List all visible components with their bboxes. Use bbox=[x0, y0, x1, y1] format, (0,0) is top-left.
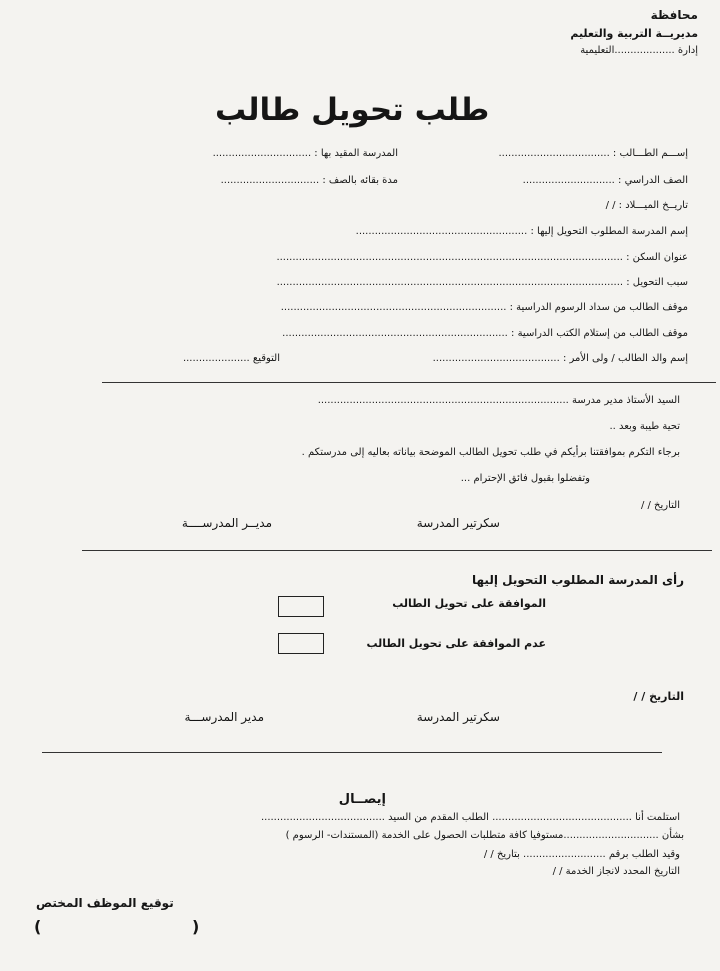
opinion-secretary: سكرتير المدرسة bbox=[416, 710, 500, 724]
opinion-date: التاريخ / / bbox=[633, 690, 684, 703]
letter-date: التاريخ / / bbox=[640, 500, 680, 511]
reject-option-label: عدم الموافقة على تحويل الطالب bbox=[366, 637, 546, 650]
signature-paren-open: ( bbox=[192, 917, 200, 936]
receipt-received-line: استلمت أنا ............................................ الطلب المقدم من السيد ....................................... bbox=[260, 812, 680, 823]
fees-status-field: موقف الطالب من سداد الرسوم الدراسية : ....................................................................... bbox=[280, 302, 688, 313]
receipt-registered-line: وقيد الطلب برقم .......................... بتاريخ / / bbox=[483, 849, 680, 860]
section-divider-2 bbox=[82, 550, 712, 551]
signature-field: التوقيع ..................... bbox=[182, 353, 280, 364]
birth-date-field: تاريــخ الميـــلاد : / / bbox=[605, 200, 688, 211]
approve-checkbox[interactable] bbox=[278, 596, 324, 617]
target-opinion-heading: رأى المدرسة المطلوب التحويل إليها bbox=[472, 573, 684, 587]
governorate-label: محافظة bbox=[650, 8, 698, 22]
letter-secretary: سكرتير المدرسة bbox=[416, 516, 500, 530]
transfer-reason-field: سبب التحويل : ............................................................................................................. bbox=[276, 277, 688, 288]
letter-principal: مديــر المدرســــة bbox=[181, 516, 272, 530]
section-divider-1 bbox=[102, 382, 716, 383]
current-school-field: المدرسة المقيد بها : ............................... bbox=[212, 148, 398, 159]
signature-paren-close: ) bbox=[34, 917, 42, 936]
grade-field: الصف الدراسي : ............................. bbox=[522, 175, 688, 186]
page-title: طلب تحويل طالب bbox=[215, 92, 490, 128]
letter-body: برجاء التكرم بموافقتنا برأيكم في طلب تحويل الطالب الموضحة بياناته بعاليه إلى مدرستكم . bbox=[301, 447, 680, 458]
stay-duration-field: مدة بقائه بالصف : ............................... bbox=[220, 175, 398, 186]
opinion-principal: مدير المدرســـة bbox=[184, 710, 264, 724]
letter-greeting: تحية طيبة وبعد .. bbox=[609, 421, 680, 432]
administration-label: إدارة ...................التعليمية bbox=[580, 45, 698, 56]
address-field: عنوان السكن : ............................................................................................................. bbox=[276, 252, 688, 263]
receipt-completion-date: التاريخ المحدد لانجاز الخدمة / / bbox=[552, 866, 680, 877]
target-school-field: إسم المدرسة المطلوب التحويل إليها : ...................................................... bbox=[355, 226, 688, 237]
books-status-field: موقف الطالب من إستلام الكتب الدراسية : ....................................................................... bbox=[282, 328, 688, 339]
receipt-regarding-line: بشأن ..............................مستوفيا كافة متطلبات الحصول على الخدمة (المستندات- الرسوم ) bbox=[285, 830, 684, 841]
reject-checkbox[interactable] bbox=[278, 633, 324, 654]
receipt-heading: إيصــال bbox=[338, 792, 386, 807]
letter-salutation: السيد الأستاذ مدير مدرسة ............................................................................... bbox=[317, 395, 680, 406]
section-divider-3 bbox=[42, 752, 662, 753]
guardian-name-field: إسم والد الطالب / ولى الأمر : ........................................ bbox=[432, 353, 688, 364]
letter-closing: وتفضلوا بقبول فائق الإحترام ... bbox=[460, 473, 590, 484]
student-name-field: إســـم الطـــالب : ................................... bbox=[498, 148, 688, 159]
directorate-label: مديريــة التربية والتعليم bbox=[570, 27, 698, 40]
officer-signature-label: توقيع الموظف المختص bbox=[36, 896, 174, 910]
approve-option-label: الموافقة على تحويل الطالب bbox=[392, 597, 546, 610]
